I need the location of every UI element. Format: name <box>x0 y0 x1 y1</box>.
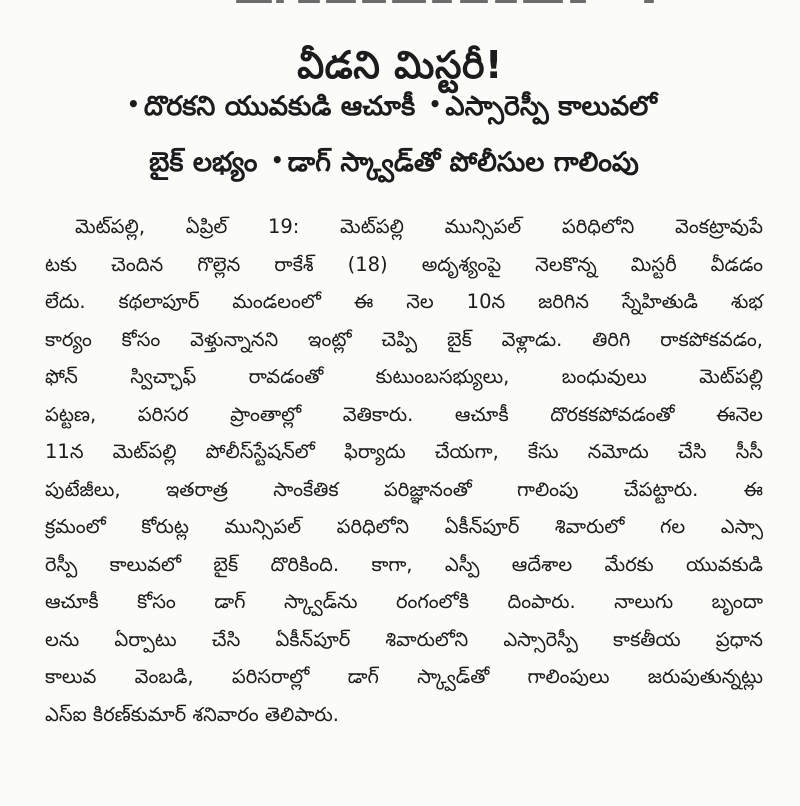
body-line: లను ఏర్పాటు చేసి ఏకీన్‌పూర్ శివారులోని ఎస్సారెస్పీ కాకతీయ ప్రధాన <box>45 627 763 651</box>
body-line: ఆచూకీ కోసం డాగ్ స్క్వాడ్‌ను రంగంలోకి దింపారు. నాలుగు బృందా <box>45 590 763 613</box>
body-line: టకు చెందిన గొల్లెన రాకేశ్ (18) అదృశ్యంపై నెలకొన్న మిస్టరీ వీడడం <box>45 252 763 276</box>
body-line: 11న మెట్‌పల్లి పోలీస్‌స్టేషన్‌లో ఫిర్యాదు చేయగా, కేసు నమోదు చేసి సీసీ <box>45 440 763 463</box>
body-line: ఎస్ఐ కిరణ్‌కుమార్ శనివారం తెలిపారు. <box>45 702 339 726</box>
subheading-item: దొరకని యువకుడి ఆచూకీ <box>143 91 416 122</box>
body-line: ఫోన్ స్విచ్ఛాఫ్ రావడంతో కుటుంబసభ్యులు, బంధువులు మెట్‌పల్లి <box>45 365 763 388</box>
subheading-item: డాగ్ స్క్వాడ్‌తో పోలీసుల గాలింపు <box>287 147 639 178</box>
body-line: రెస్పీ కాలువలో బైక్ దొరికింది. కాగా, ఎస్పీ ఆదేశాల మేరకు యువకుడి <box>45 552 763 576</box>
article-body <box>45 208 763 733</box>
body-line: పుటేజీలు, ఇతరాత్ర సాంకేతిక పరిజ్ఞానంతో గాలింపు చేపట్టారు. ఈ <box>45 477 763 501</box>
clipped-text-residue <box>0 0 800 6</box>
subheading-item: ఎస్సారెస్పీ కాలువలో <box>445 91 657 122</box>
bullet-icon: • <box>127 92 140 116</box>
headline: వీడని మిస్టరీ! <box>297 43 503 88</box>
body-line: మెట్‌పల్లి, ఏప్రిల్ 19: మెట్‌పల్లి మున్సిపల్ పరిధిలోని వెంకట్రావుపే <box>75 215 763 238</box>
body-line: లేదు. కథలాపూర్ మండలంలో ఈ నెల 10న జరిగిన స్నేహితుడి శుభ <box>45 290 763 313</box>
subheading-line-2 <box>0 140 794 183</box>
body-line: క్రమంలో కోరుట్ల మున్సిపల్ పరిధిలోని ఏకీన్‌పూర్ శివారులో గల ఎస్సా <box>45 515 763 538</box>
bullet-icon: • <box>428 92 442 116</box>
subheading-item: బైక్ లభ్యం <box>149 147 258 178</box>
body-line: పట్టణ, పరిసర ప్రాంతాల్లో వెతికారు. ఆచూకీ దొరకకపోవడంతో ఈనెల <box>45 402 763 426</box>
body-line: కాలువ వెంబడి, పరిసరాల్లో డాగ్ స్క్వాడ్‌తో గాలింపులు జరుపుతున్నట్లు <box>45 665 763 688</box>
body-line: కార్యం కోసం వెళ్తున్నానని ఇంట్లో చెప్పి బైక్ వెళ్లాడు. తిరిగి రాకపోకవడం, <box>45 327 763 351</box>
bullet-icon: • <box>270 148 284 172</box>
subheading-line-1 <box>0 84 790 127</box>
